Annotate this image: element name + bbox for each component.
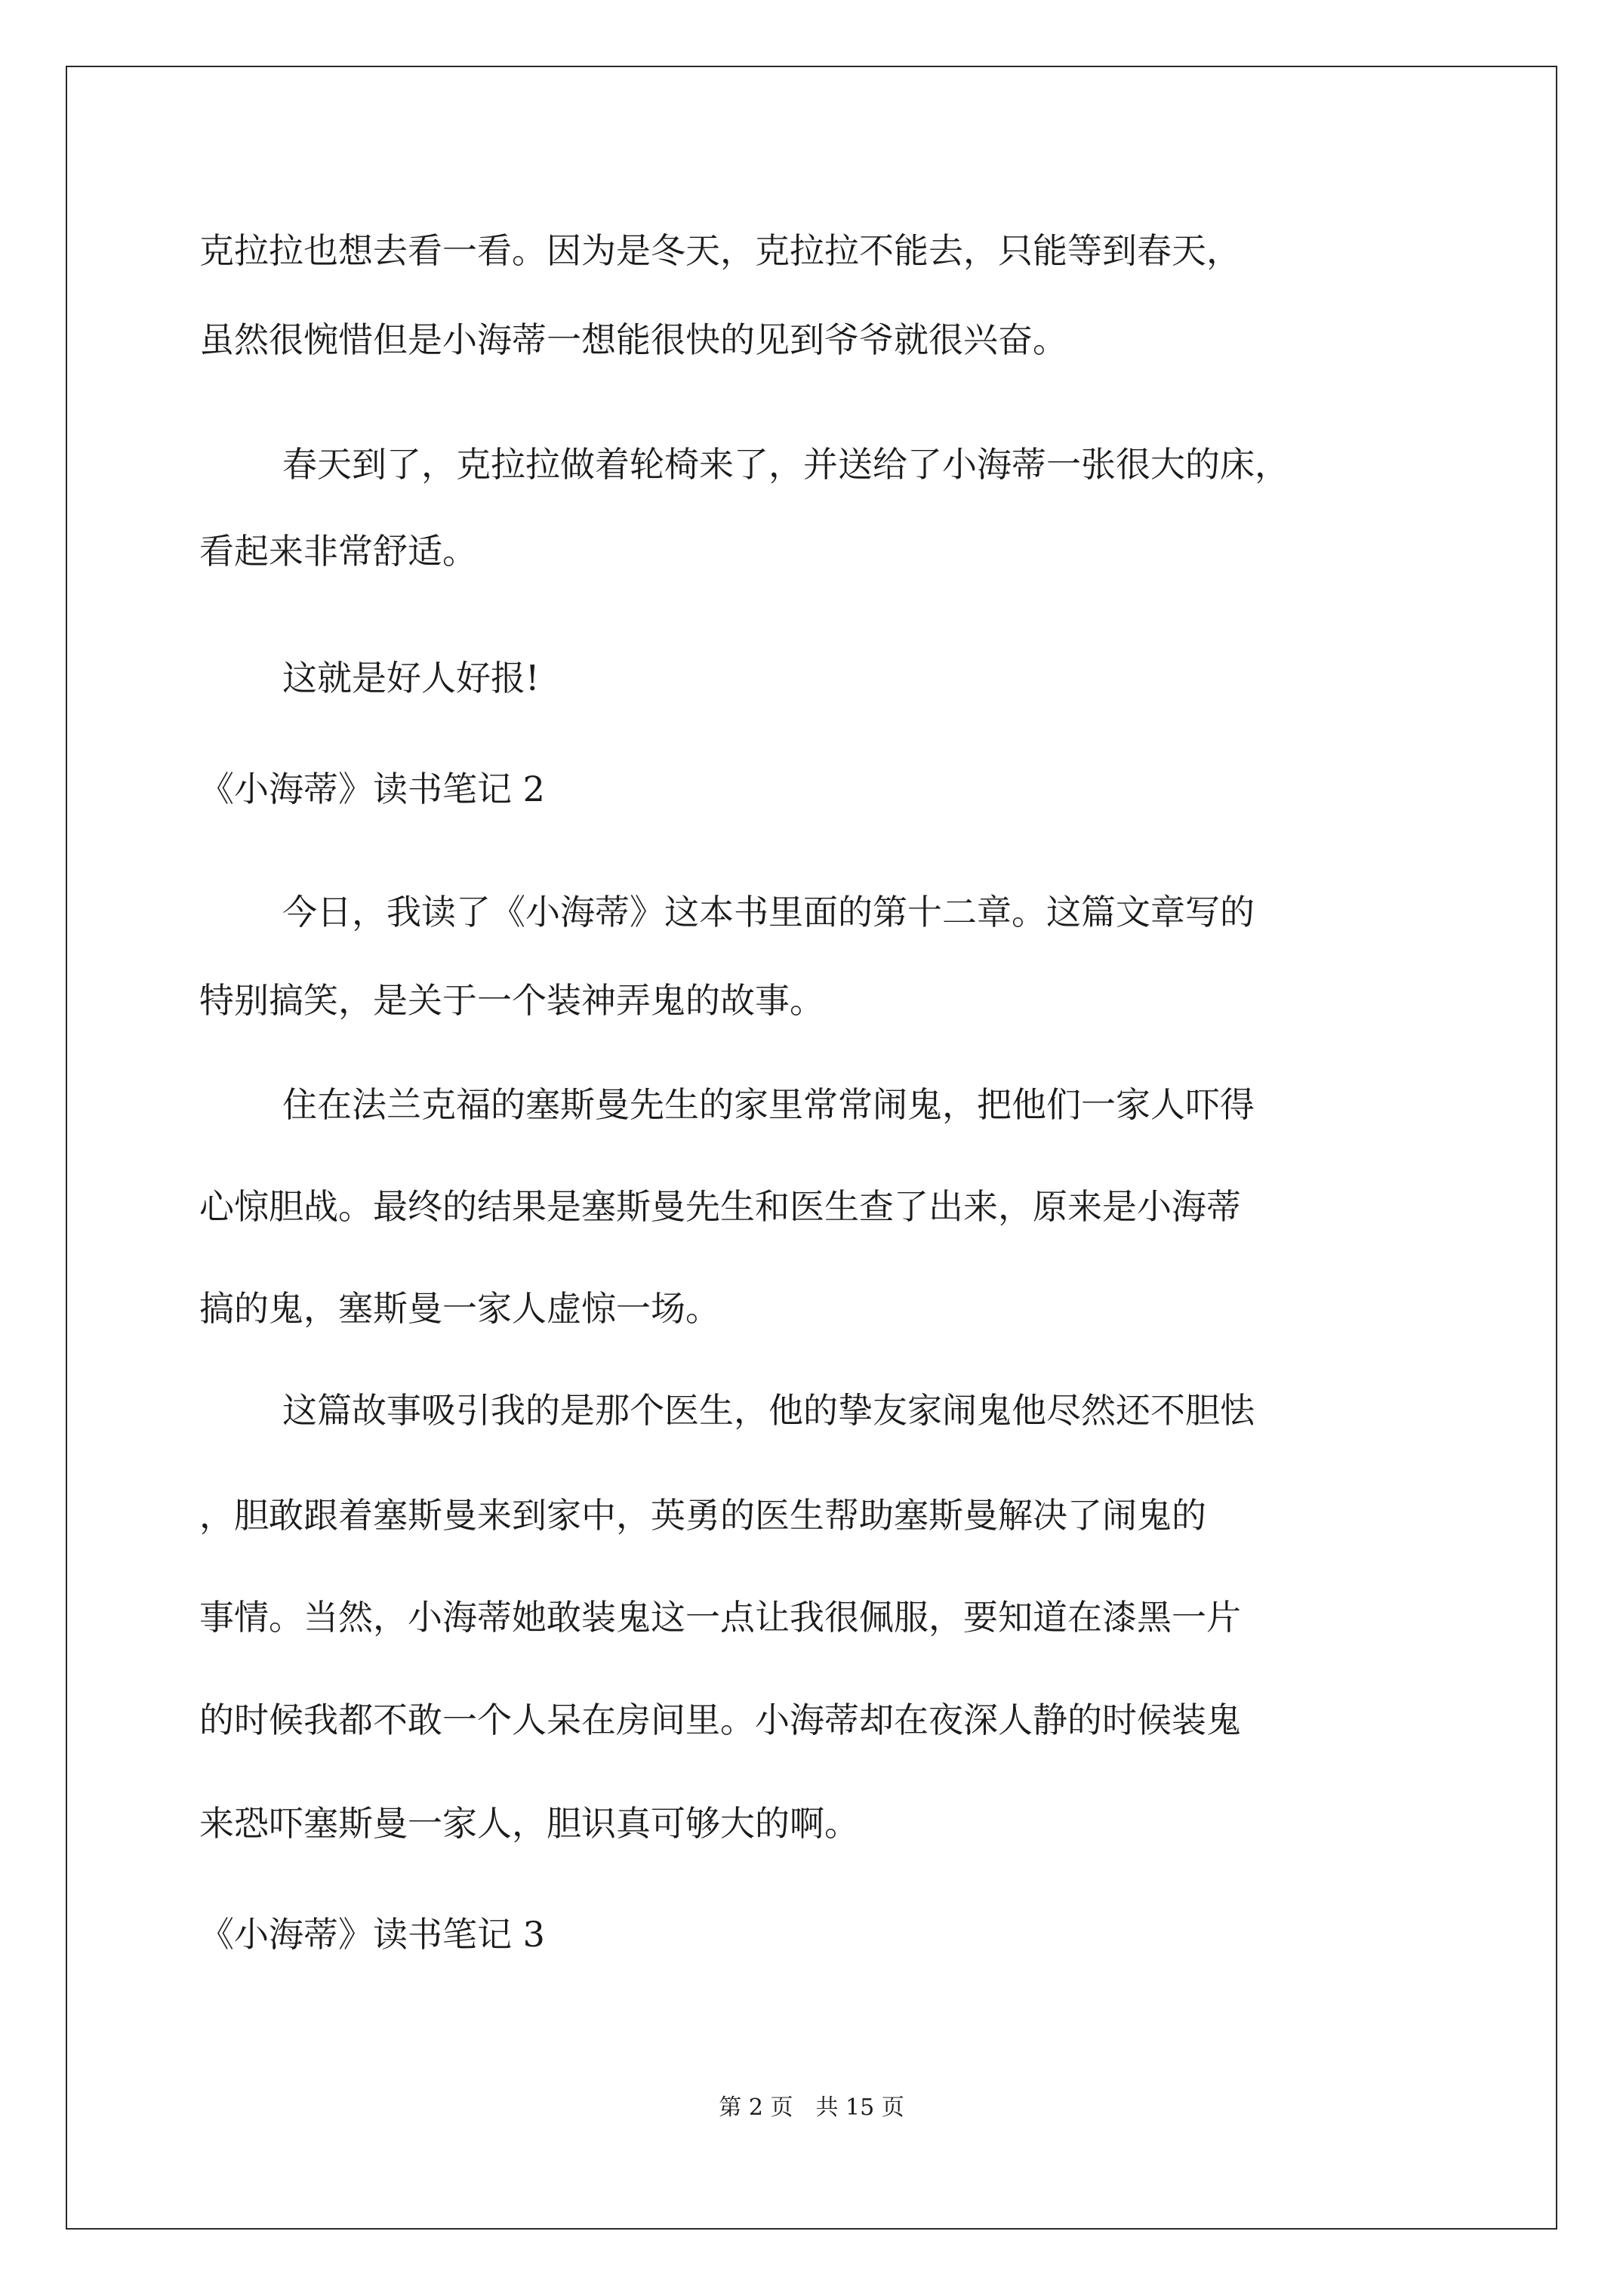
body-line-2: 虽然很惋惜但是小海蒂一想能很快的见到爷爷就很兴奋。 xyxy=(199,319,1067,360)
body-line-12: 这篇故事吸引我的是那个医生，他的挚友家闹鬼他尽然还不胆怯 xyxy=(282,1390,1255,1431)
body-line-10: 心惊胆战。最终的结果是塞斯曼先生和医生查了出来，原来是小海蒂 xyxy=(199,1186,1241,1227)
body-line-3: 春天到了，克拉拉做着轮椅来了，并送给了小海蒂一张很大的床， xyxy=(282,444,1289,485)
body-line-11: 搞的鬼，塞斯曼一家人虚惊一场。 xyxy=(199,1288,720,1329)
body-line-4: 看起来非常舒适。 xyxy=(199,531,477,572)
page-border xyxy=(66,66,1557,2230)
page-footer: 第 2 页 共 15 页 xyxy=(719,2094,904,2121)
body-line-7: 今日，我读了《小海蒂》这本书里面的第十二章。这篇文章写的 xyxy=(282,892,1255,932)
body-line-1: 克拉拉也想去看一看。因为是冬天，克拉拉不能去，只能等到春天， xyxy=(199,230,1241,271)
body-line-14: 事情。当然，小海蒂她敢装鬼这一点让我很佩服，要知道在漆黑一片 xyxy=(199,1597,1241,1638)
body-line-5: 这就是好人好报! xyxy=(282,658,540,698)
body-line-16: 来恐吓塞斯曼一家人，胆识真可够大的啊。 xyxy=(199,1803,859,1844)
section-heading-3: 《小海蒂》读书笔记 3 xyxy=(199,1914,545,1955)
body-line-13: ，胆敢跟着塞斯曼来到家中，英勇的医生帮助塞斯曼解决了闹鬼的 xyxy=(199,1495,1206,1536)
body-line-9: 住在法兰克福的塞斯曼先生的家里常常闹鬼，把他们一家人吓得 xyxy=(282,1084,1255,1125)
body-line-15: 的时候我都不敢一个人呆在房间里。小海蒂却在夜深人静的时候装鬼 xyxy=(199,1700,1241,1740)
section-heading-2: 《小海蒂》读书笔记 2 xyxy=(199,769,545,809)
body-line-8: 特别搞笑，是关于一个装神弄鬼的故事。 xyxy=(199,980,824,1021)
